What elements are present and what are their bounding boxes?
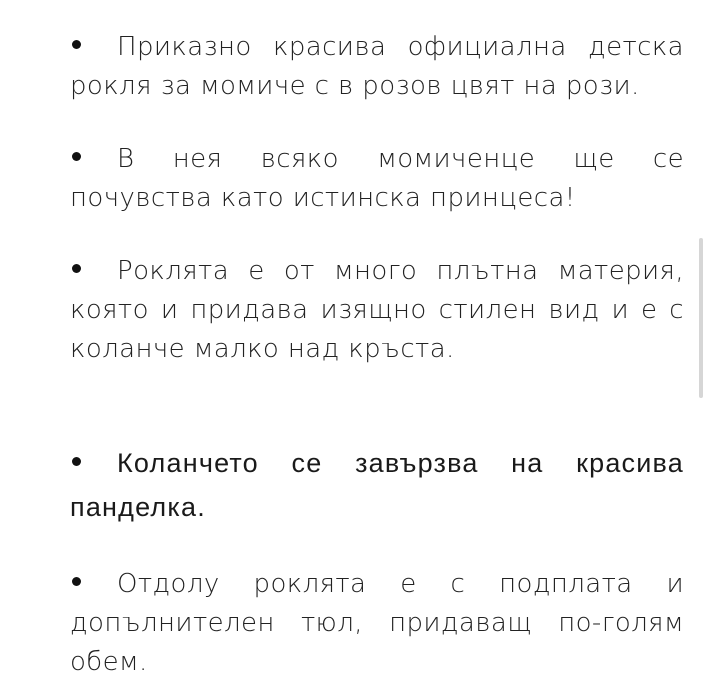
bullet-dot-icon [72, 152, 81, 161]
bullet-dot-icon [72, 577, 81, 586]
bullet-dot-icon [72, 40, 81, 49]
list-item-text: Коланчето се завързва на красива панделка. [70, 448, 684, 522]
list-item [70, 28, 684, 106]
bullet-dot-icon [72, 457, 81, 466]
bullet-dot-icon [72, 264, 81, 273]
list-item-text: Отдолу роклята е с подплата и допълнителен тюл, придаващ по-голям обем. [70, 569, 684, 677]
list-item-text: Роклята е от много плътна материя, която и придава изящно стилен вид и е с коланче малко над кръста. [70, 256, 684, 364]
list-item-text: В нея всяко момиченце ще се почувства като истинска принцеса! [70, 144, 684, 213]
list-item [70, 441, 684, 529]
list-item [70, 140, 684, 218]
list-item-text: Приказно красива официална детска рокля за момиче с в розов цвят на рози. [70, 32, 684, 101]
list-item [70, 252, 684, 369]
scrollbar-thumb[interactable] [699, 238, 703, 398]
list-item [70, 565, 684, 682]
